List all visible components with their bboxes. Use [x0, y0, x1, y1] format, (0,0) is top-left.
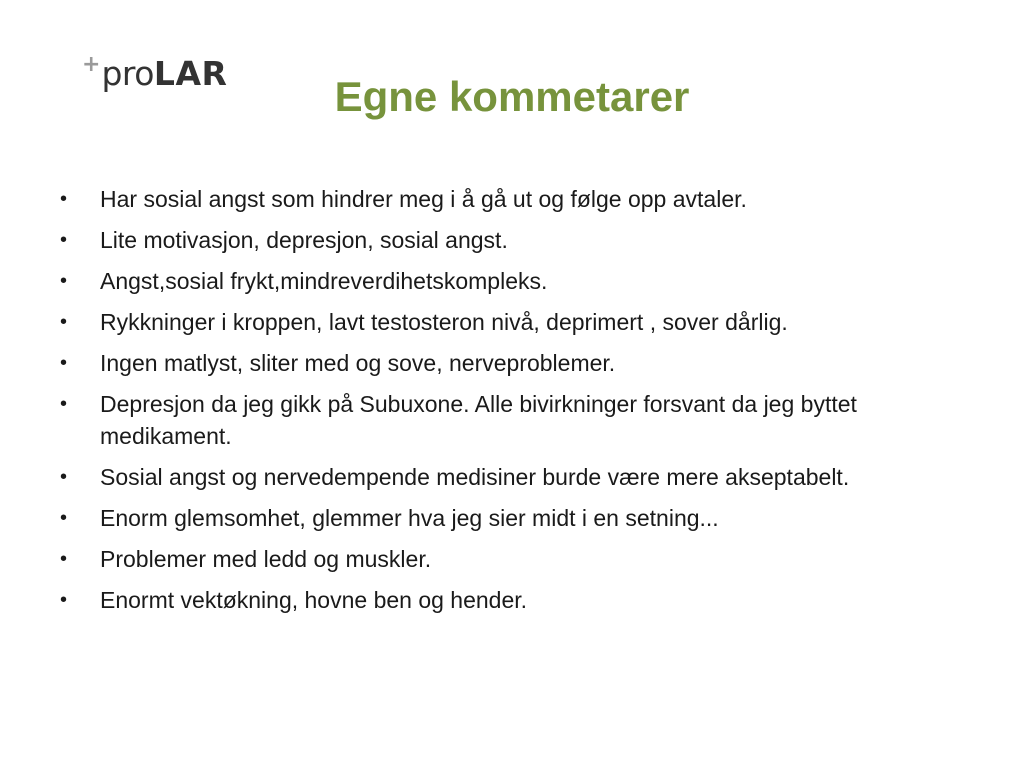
bullet-item — [60, 265, 980, 297]
bullet-text: Depresjon da jeg gikk på Subuxone. Alle bivirkninger forsvant da jeg byttet medikament. — [100, 391, 857, 449]
bullet-icon: • — [60, 393, 68, 415]
bullet-item — [60, 502, 980, 534]
bullet-icon: • — [60, 466, 68, 488]
bullet-text: Lite motivasjon, depresjon, sosial angst. — [100, 227, 508, 253]
bullet-text: Har sosial angst som hindrer meg i å gå ut og følge opp avtaler. — [100, 186, 747, 212]
slide-title: Egne kommetarer — [334, 73, 690, 120]
logo-lar-text: LAR — [153, 54, 228, 93]
bullet-icon: • — [60, 507, 68, 529]
bullet-item — [60, 306, 980, 338]
bullet-list — [60, 183, 980, 625]
bullet-item — [60, 183, 980, 215]
logo-pro-text: pro — [101, 54, 154, 93]
bullet-text: Angst,sosial frykt,mindreverdihetskompleks. — [100, 268, 548, 294]
bullet-text: Enorm glemsomhet, glemmer hva jeg sier midt i en setning... — [100, 505, 719, 531]
bullet-item — [60, 347, 980, 379]
bullet-icon: • — [60, 589, 68, 611]
bullet-item — [60, 543, 980, 575]
bullet-icon: • — [60, 352, 68, 374]
bullet-text: Sosial angst og nervedempende medisiner burde være mere akseptabelt. — [100, 464, 850, 490]
bullet-icon: • — [60, 548, 68, 570]
bullet-icon: • — [60, 270, 68, 292]
bullet-icon: • — [60, 311, 68, 333]
bullet-text: Rykkninger i kroppen, lavt testosteron nivå, deprimert , sover dårlig. — [100, 309, 788, 335]
bullet-item — [60, 224, 980, 256]
bullet-text: Ingen matlyst, sliter med og sove, nerveproblemer. — [100, 350, 616, 376]
bullet-item — [60, 584, 980, 616]
bullet-item — [60, 461, 980, 493]
bullet-icon: • — [60, 229, 68, 251]
logo-plus-icon: + — [82, 52, 101, 77]
bullet-text: Problemer med ledd og muskler. — [100, 546, 432, 572]
bullet-icon: • — [60, 188, 68, 210]
bullet-item — [60, 388, 980, 452]
bullet-text: Enormt vektøkning, hovne ben og hender. — [100, 587, 528, 613]
